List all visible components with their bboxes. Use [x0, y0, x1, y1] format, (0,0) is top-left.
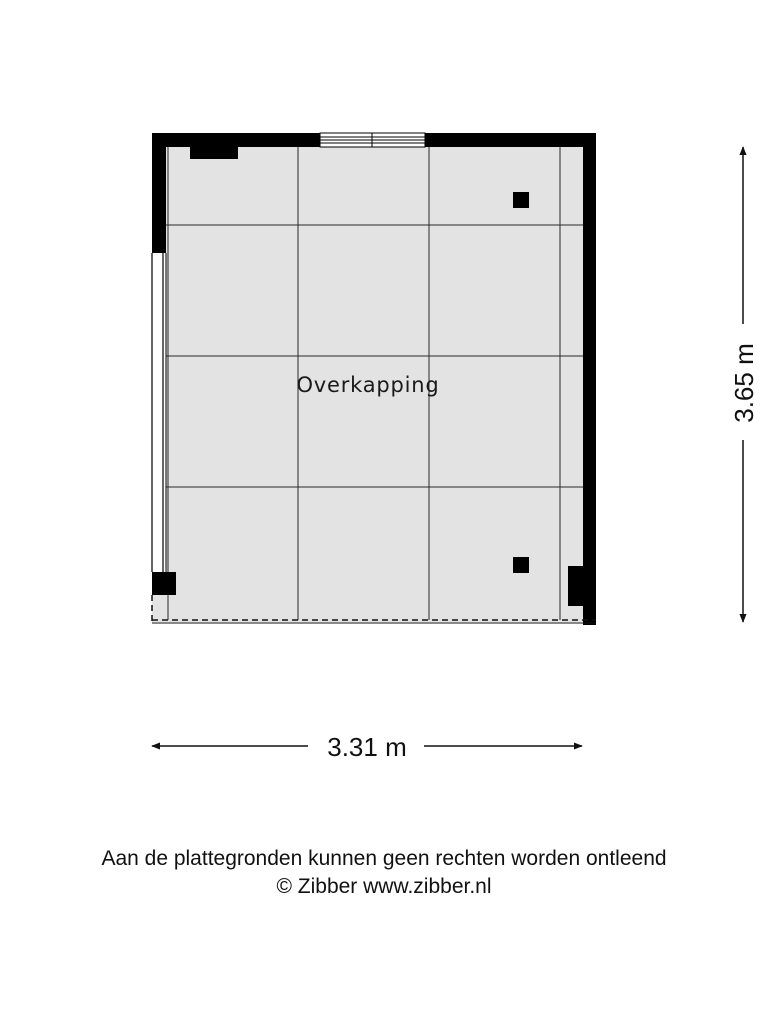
copyright-text: © Zibber www.zibber.nl	[276, 875, 492, 898]
height-dimension	[729, 147, 759, 622]
wall-top-left	[152, 133, 320, 147]
top-window	[320, 133, 425, 147]
column-bottom-left	[152, 572, 176, 595]
column-bottom-right	[568, 566, 585, 606]
wall-left-top	[152, 133, 166, 253]
wall-right	[583, 133, 596, 625]
left-window	[152, 253, 166, 572]
post-bottom-right	[513, 557, 529, 573]
post-top-right	[513, 192, 529, 208]
width-dimension	[152, 732, 582, 762]
wall-segment-top	[190, 147, 238, 159]
width-label: 3.31 m	[327, 732, 407, 762]
height-label: 3.65 m	[729, 343, 759, 423]
wall-top-right	[425, 133, 596, 147]
disclaimer-text: Aan de plattegronden kunnen geen rechten worden ontleend	[101, 847, 667, 870]
room-name: Overkapping	[296, 373, 440, 397]
